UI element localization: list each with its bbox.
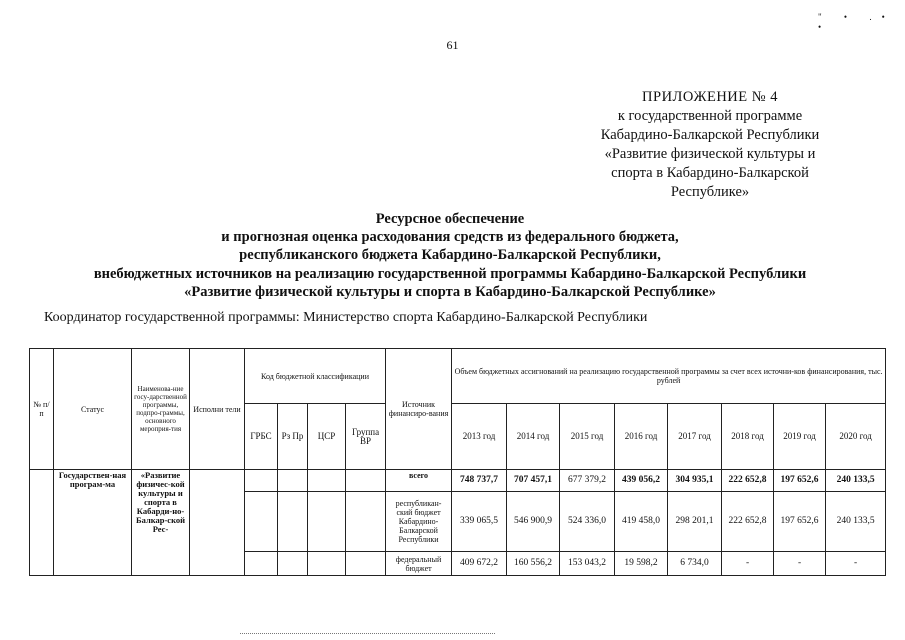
heading-line: «Развитие физической культуры и спорта в Кабардино-Балкарской Республике» [184,283,716,300]
value-cell: 222 652,8 [722,492,774,552]
value-cell: 19 598,2 [615,552,668,576]
value-cell: - [774,552,826,576]
value-cell: - [826,552,886,576]
value-cell: 419 458,0 [615,492,668,552]
source-cell: всего [386,470,452,492]
coordinator-line: Координатор государственной программы: Министерство спорта Кабардино-Балкарской Республики [44,310,648,325]
header-year: 2019 год [774,404,826,470]
value-cell: 6 734,0 [668,552,722,576]
budget-table [29,348,886,576]
header-executors: Исполни тели [190,349,245,470]
program-status: Государствен-ная програм-ма [54,470,132,576]
header-rzpr: Рз Пр [278,404,308,470]
page-number: 61 [446,38,459,52]
source-cell: республикан-ский бюджет Кабардино-Балкарской Республики [386,492,452,552]
appendix-line: «Развитие физической культуры и [604,146,816,162]
value-cell: - [722,552,774,576]
header-source: Источник финансиро-вания [386,349,452,470]
appendix-line: спорта в Кабардино-Балкарской [611,165,809,181]
header-year: 2018 год [722,404,774,470]
header-volume: Объем бюджетных ассигнований на реализацию государственной программы за счет всех источни-ков финансирования, тыс. рублей [452,349,886,404]
table-row [30,470,886,492]
heading-line: внебюджетных источников на реализацию государственной программы Кабардино-Балкарской Республики [93,265,807,282]
value-cell: 707 457,1 [507,470,560,492]
value-cell: 160 556,2 [507,552,560,576]
header-year: 2017 год [668,404,722,470]
header-year: 2014 год [507,404,560,470]
appendix-line: Кабардино-Балкарской Республики [600,127,820,143]
value-cell: 197 652,6 [774,470,826,492]
value-cell: 409 672,2 [452,552,507,576]
corner-marks: " • .• • [818,12,895,32]
scan-artifact-line [240,633,495,634]
header-year: 2013 год [452,404,507,470]
value-cell: 222 652,8 [722,470,774,492]
header-csr: ЦСР [308,404,346,470]
value-cell: 153 043,2 [560,552,615,576]
heading-line: и прогнозная оценка расходования средств из федерального бюджета, [221,229,679,246]
header-year: 2015 год [560,404,615,470]
document-heading [40,210,860,301]
value-cell: 304 935,1 [668,470,722,492]
value-cell: 524 336,0 [560,492,615,552]
value-cell: 339 065,5 [452,492,507,552]
value-cell: 298 201,1 [668,492,722,552]
appendix-block [560,88,860,202]
value-cell: 748 737,7 [452,470,507,492]
appendix-line: к государственной программе [617,108,803,124]
appendix-line: Республике» [670,184,750,200]
value-cell: 197 652,6 [774,492,826,552]
header-year: 2016 год [615,404,668,470]
header-name: Наименова-ние госу-дарственной программы, подпро-граммы, основного мероприя-тия [132,349,190,470]
source-cell: федеральный бюджет [386,552,452,576]
program-name: «Развитие физичес-кой культуры и спорта в Кабарди-но-Балкар-ской Рес- [132,470,190,576]
appendix-title: ПРИЛОЖЕНИЕ № 4 [642,89,778,105]
heading-line: республиканского бюджета Кабардино-Балкарской Республики, [239,247,661,264]
header-vr: Группа ВР [346,404,386,470]
header-year: 2020 год [826,404,886,470]
value-cell: 240 133,5 [826,492,886,552]
header-budget-code: Код бюджетной классификации [245,349,386,404]
header-grbs: ГРБС [245,404,278,470]
header-num: № п/п [30,349,54,470]
value-cell: 439 056,2 [615,470,668,492]
header-status: Статус [54,349,132,470]
value-cell: 677 379,2 [560,470,615,492]
value-cell: 546 900,9 [507,492,560,552]
heading-line: Ресурсное обеспечение [375,211,525,227]
value-cell: 240 133,5 [826,470,886,492]
